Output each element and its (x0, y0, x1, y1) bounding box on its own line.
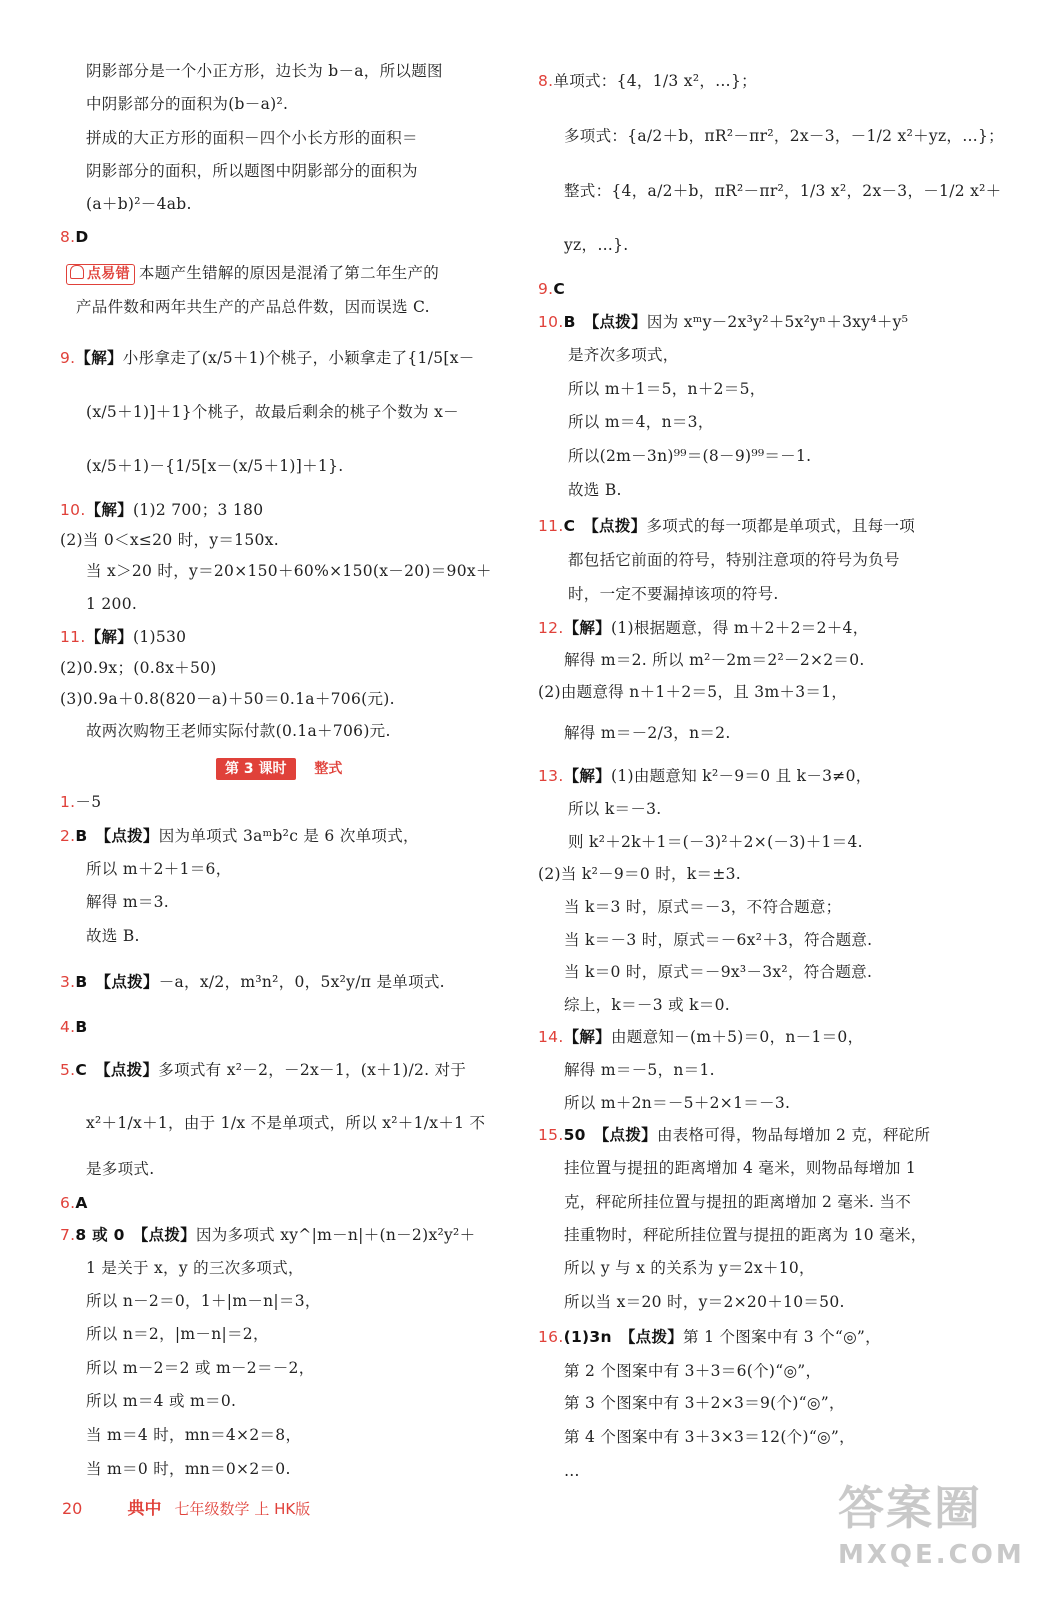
solution-text: 由表格可得，物品每增加 2 克，秤砣所 (656, 1126, 931, 1144)
hint-tag: 【点拨】 (593, 1126, 657, 1144)
left-line (60, 1224, 475, 1246)
solution-text: (2)当 0＜x≤20 时，y＝150x. (60, 531, 279, 549)
right-line (538, 765, 872, 787)
solution-text: 整式：{4，a/2＋b，πR²－πr²，1/3 x²，2x－3，－1/2 x²＋ (564, 182, 1002, 200)
right-line (538, 70, 757, 92)
question-number: 8. (538, 72, 554, 90)
solution-text: 当 x＞20 时，y＝20×150＋60%×150(x－20)＝90x＋ (86, 562, 492, 580)
right-line (568, 583, 779, 605)
solution-text: 第 2 个图案中有 3＋3＝6(个)“◎”， (564, 1362, 822, 1380)
answer-key: C (75, 1061, 88, 1079)
left-line (60, 226, 97, 248)
answer-key: C (563, 517, 576, 535)
solution-text: 单项式：{4，1/3 x²，…}； (553, 72, 757, 90)
solution-text: 解得 m＝3. (86, 893, 170, 911)
solution-text: 产品件数和两年共生产的产品总件数，因而误选 C. (76, 298, 430, 316)
solution-text: 所以 m＋2n＝－5＋2×1＝－3. (564, 1094, 791, 1112)
left-line (60, 529, 279, 551)
solution-text: 是多项式. (86, 1160, 155, 1178)
right-line (568, 411, 714, 433)
solution-text: 所以 n＝2，|m－n|＝2， (86, 1325, 269, 1343)
left-line (60, 971, 445, 993)
solution-text: … (564, 1462, 580, 1480)
right-line (564, 1059, 715, 1081)
solution-text: 都包括它前面的符号，特别注意项的符号为负号 (568, 551, 900, 569)
solution-text: 中阴影部分的面积为(b－a)². (86, 95, 289, 113)
answer-key: (1)3n (563, 1328, 612, 1346)
question-number: 8. (60, 228, 76, 246)
right-line (564, 1092, 790, 1114)
left-line (86, 1357, 315, 1379)
answer-key: C (553, 280, 566, 298)
solution-text: 1 是关于 x，y 的三次多项式， (86, 1259, 304, 1277)
left-line (86, 1257, 304, 1279)
question-number: 13. (538, 767, 564, 785)
solution-text: (x/5＋1)]＋1}个桃子，故最后剩余的桃子个数为 x－ (86, 403, 459, 421)
left-line (60, 626, 186, 648)
left-line (86, 560, 492, 582)
question-number: 7. (60, 1226, 76, 1244)
answer-key: A (75, 1194, 88, 1212)
solution-text: (1)根据题意，得 m＋2＋2＝2＋4， (610, 619, 869, 637)
right-line (564, 1224, 927, 1246)
solution-text: 1 200. (86, 595, 138, 613)
solution-text: 本题产生错解的原因是混淆了第二年生产的 (138, 264, 440, 282)
solution-text: 当 m＝0 时，mn＝0×2＝0. (86, 1460, 291, 1478)
solution-text: (1)由题意知 k²－9＝0 且 k－3≠0， (610, 767, 872, 785)
hint-tag: 【点拨】 (619, 1328, 684, 1346)
right-line (564, 649, 865, 671)
solution-text: 多项式：{a/2＋b，πR²－πr²，2x－3，－1/2 x²＋yz，…}； (564, 127, 1004, 145)
right-line (538, 311, 908, 333)
question-number: 9. (60, 349, 76, 367)
solution-text: －5 (75, 793, 102, 811)
right-line (568, 831, 863, 853)
question-number: 5. (60, 1061, 76, 1079)
solution-text: 是齐次多项式， (568, 346, 679, 364)
left-line (86, 455, 343, 477)
left-line (86, 1112, 485, 1134)
left-line (60, 825, 419, 847)
solution-text: x²＋1/x＋1，由于 1/x 不是单项式，所以 x²＋1/x＋1 不 (86, 1114, 486, 1132)
left-line (86, 60, 443, 82)
hint-tag: 【点拨】 (95, 973, 159, 991)
left-line (86, 858, 232, 880)
solution-text: (2)0.9x；(0.8x＋50) (60, 659, 217, 677)
right-line (564, 1392, 845, 1414)
solution-text: 第 4 个图案中有 3＋3×3＝12(个)“◎”， (564, 1428, 855, 1446)
solution-text: (x/5＋1)－{1/5[x－(x/5＋1)]＋1}. (86, 457, 344, 475)
left-line (60, 1016, 96, 1038)
page-number: 20 (62, 1499, 83, 1518)
solution-text: 所以 y 与 x 的关系为 y＝2x＋10， (564, 1259, 815, 1277)
hint-tag: 【解】 (563, 619, 611, 637)
right-line (538, 617, 869, 639)
solution-text: 则 k²＋2k＋1＝(－3)²＋2×(－3)＋1＝4. (568, 833, 863, 851)
left-line (76, 296, 430, 318)
question-number: 16. (538, 1328, 564, 1346)
page-footer (62, 1497, 310, 1521)
left-line (86, 1290, 321, 1312)
left-line (86, 93, 288, 115)
solution-text: (3)0.9a＋0.8(820－a)＋50＝0.1a＋706(元). (60, 690, 395, 708)
book-title: 七年级数学 上 HK版 (174, 1500, 311, 1518)
solution-text: 综上，k＝－3 或 k＝0. (564, 996, 730, 1014)
solution-text: 解得 m＝－2/3，n＝2. (564, 724, 731, 742)
solution-text: 由题意知－(m＋5)＝0，n－1＝0， (610, 1028, 864, 1046)
right-line (538, 1124, 930, 1146)
left-line (86, 160, 418, 182)
solution-text: 挂位置与提扭的距离增加 4 毫米，则物品每增加 1 (564, 1159, 917, 1177)
watermark-logo (838, 1478, 1025, 1590)
solution-text: 所以 m＋1＝5，n＋2＝5， (568, 380, 766, 398)
question-number: 6. (60, 1194, 76, 1212)
right-line (564, 125, 1004, 147)
solution-text: －a，x/2，m³n²，0，5x²y/π 是单项式. (158, 973, 445, 991)
left-line (86, 1390, 236, 1412)
answer-key: B (563, 313, 576, 331)
solution-text: 拼成的大正方形的面积－四个小长方形的面积＝ (86, 129, 418, 147)
solution-text: 故选 B. (568, 481, 622, 499)
solution-text: 所以 m－2＝2 或 m－2＝－2， (86, 1359, 315, 1377)
solution-text: (1)530 (132, 628, 187, 646)
question-number: 2. (60, 827, 76, 845)
solution-text: 所以当 x＝20 时，y＝2×20＋10＝50. (564, 1293, 845, 1311)
solution-text: 解得 m＝－5，n＝1. (564, 1061, 715, 1079)
solution-text: 故两次购物王老师实际付款(0.1a＋706)元. (86, 722, 391, 740)
right-line (564, 929, 872, 951)
solution-text: 小彤拿走了(x/5＋1)个桃子，小颖拿走了{1/5[x－ (122, 349, 475, 367)
hint-tag: 【解】 (85, 501, 133, 519)
right-line (564, 722, 731, 744)
right-line (564, 1291, 845, 1313)
right-line (568, 445, 811, 467)
solution-text: yz，…}. (564, 236, 629, 254)
lesson-header (216, 758, 342, 780)
right-line (564, 1426, 855, 1448)
right-line (564, 1191, 911, 1213)
solution-text: 因为单项式 3aᵐb²c 是 6 次单项式， (158, 827, 419, 845)
hint-tag: 【点拨】 (95, 827, 159, 845)
question-number: 3. (60, 973, 76, 991)
hint-tag: 【点拨】 (583, 517, 647, 535)
solution-text: 阴影部分是一个小正方形，边长为 b－a，所以题图 (86, 62, 443, 80)
solution-text: 故选 B. (86, 927, 140, 945)
answer-key: D (75, 228, 89, 246)
solution-text: (a＋b)²－4ab. (86, 195, 192, 213)
solution-text: (2)当 k²－9＝0 时，k＝±3. (538, 865, 742, 883)
right-line (564, 961, 872, 983)
solution-text: 因为 xᵐy－2x³y²＋5x²yⁿ＋3xy⁴＋y⁵ (646, 313, 909, 331)
answer-key: 8 或 0 (75, 1226, 125, 1244)
left-line (86, 401, 459, 423)
right-line (564, 896, 841, 918)
right-line (568, 549, 900, 571)
solution-text: 所以 m＋2＋1＝6， (86, 860, 232, 878)
answer-key: B (75, 973, 88, 991)
left-line (86, 925, 140, 947)
question-number: 11. (60, 628, 86, 646)
left-line (86, 891, 169, 913)
right-line (538, 681, 847, 703)
solution-text: 克，秤砣所挂位置与提扭的距离增加 2 毫米. 当不 (564, 1193, 912, 1211)
watermark-site: MXQE.COM (838, 1540, 1025, 1570)
hint-tag: 【解】 (563, 767, 611, 785)
left-line (66, 262, 439, 285)
solution-text: 多项式的每一项都是单项式，且每一项 (646, 517, 916, 535)
left-line (60, 1059, 466, 1081)
lesson-label: 第 3 课时 (216, 758, 296, 780)
bell-icon (70, 265, 84, 279)
solution-text: 因为多项式 xy^|m－n|＋(n－2)x²y²＋ (195, 1226, 476, 1244)
solution-text: (1)2 700；3 180 (132, 501, 264, 519)
question-number: 11. (538, 517, 564, 535)
watermark-main: 答案圈 (838, 1481, 982, 1535)
solution-text: 当 k＝0 时，原式＝－9x³－3x²，符合题意. (564, 963, 873, 981)
hint-tag: 【点拨】 (95, 1061, 159, 1079)
right-line (538, 1026, 863, 1048)
hint-tag: 【解】 (563, 1028, 611, 1046)
left-line (60, 499, 263, 521)
question-number: 9. (538, 280, 554, 298)
solution-text: 所以 n－2＝0，1＋|m－n|＝3， (86, 1292, 321, 1310)
right-line (564, 1460, 580, 1482)
error-prone-label: 点易错 (87, 266, 130, 282)
solution-text: 第 1 个图案中有 3 个“◎”， (683, 1328, 881, 1346)
question-number: 15. (538, 1126, 564, 1144)
solution-text: 所以 m＝4 或 m＝0. (86, 1392, 237, 1410)
right-line (538, 1326, 881, 1348)
question-number: 10. (538, 313, 564, 331)
left-line (60, 657, 217, 679)
right-line (538, 515, 915, 537)
solution-text: 挂重物时，秤砣所挂位置与提扭的距离为 10 毫米， (564, 1226, 927, 1244)
answer-key: B (75, 827, 88, 845)
error-prone-badge (66, 264, 135, 285)
left-line (60, 1192, 96, 1214)
left-line (86, 1424, 301, 1446)
left-line (86, 593, 137, 615)
left-line (86, 1323, 269, 1345)
left-line (86, 720, 391, 742)
question-number: 10. (60, 501, 86, 519)
left-line (60, 688, 395, 710)
lesson-title: 整式 (314, 761, 343, 777)
right-line (564, 1257, 815, 1279)
question-number: 4. (60, 1018, 76, 1036)
right-line (568, 479, 622, 501)
right-line (538, 863, 741, 885)
solution-text: 当 k＝－3 时，原式＝－6x²＋3，符合题意. (564, 931, 873, 949)
answer-key: B (75, 1018, 88, 1036)
right-line (564, 994, 730, 1016)
right-line (568, 344, 679, 366)
right-line (564, 180, 1001, 202)
solution-text: 时，一定不要漏掉该项的符号. (568, 585, 779, 603)
hint-tag: 【点拨】 (583, 313, 647, 331)
question-number: 1. (60, 793, 76, 811)
solution-text: 阴影部分的面积，所以题图中阴影部分的面积为 (86, 162, 418, 180)
question-number: 12. (538, 619, 564, 637)
left-line (86, 193, 192, 215)
left-line (60, 791, 101, 813)
left-line (86, 1158, 154, 1180)
solution-text: 所以 k＝－3. (568, 800, 662, 818)
left-line (86, 127, 418, 149)
solution-text: 所以(2m－3n)⁹⁹＝(8－9)⁹⁹＝－1. (568, 447, 812, 465)
right-line (568, 378, 766, 400)
question-number: 14. (538, 1028, 564, 1046)
solution-text: (2)由题意得 n＋1＋2＝5，且 3m＋3＝1， (538, 683, 848, 701)
right-line (564, 1157, 916, 1179)
solution-text: 当 k＝3 时，原式＝－3，不符合题意； (564, 898, 842, 916)
left-line (60, 347, 475, 369)
right-line (568, 798, 662, 820)
right-line (564, 234, 629, 256)
solution-text: 第 3 个图案中有 3＋2×3＝9(个)“◎”， (564, 1394, 845, 1412)
right-line (538, 278, 573, 300)
solution-text: 所以 m＝4，n＝3， (568, 413, 714, 431)
left-line (86, 1458, 291, 1480)
solution-text: 当 m＝4 时，mn＝4×2＝8， (86, 1426, 302, 1444)
right-line (564, 1360, 821, 1382)
solution-text: 多项式有 x²－2，－2x－1，(x＋1)/2. 对于 (158, 1061, 467, 1079)
solution-text: 解得 m＝2. 所以 m²－2m＝2²－2×2＝0. (564, 651, 865, 669)
hint-tag: 【点拨】 (132, 1226, 196, 1244)
hint-tag: 【解】 (85, 628, 133, 646)
brand-logo: 典中 (127, 1499, 162, 1519)
hint-tag: 【解】 (75, 349, 123, 367)
answer-key: 50 (563, 1126, 586, 1144)
